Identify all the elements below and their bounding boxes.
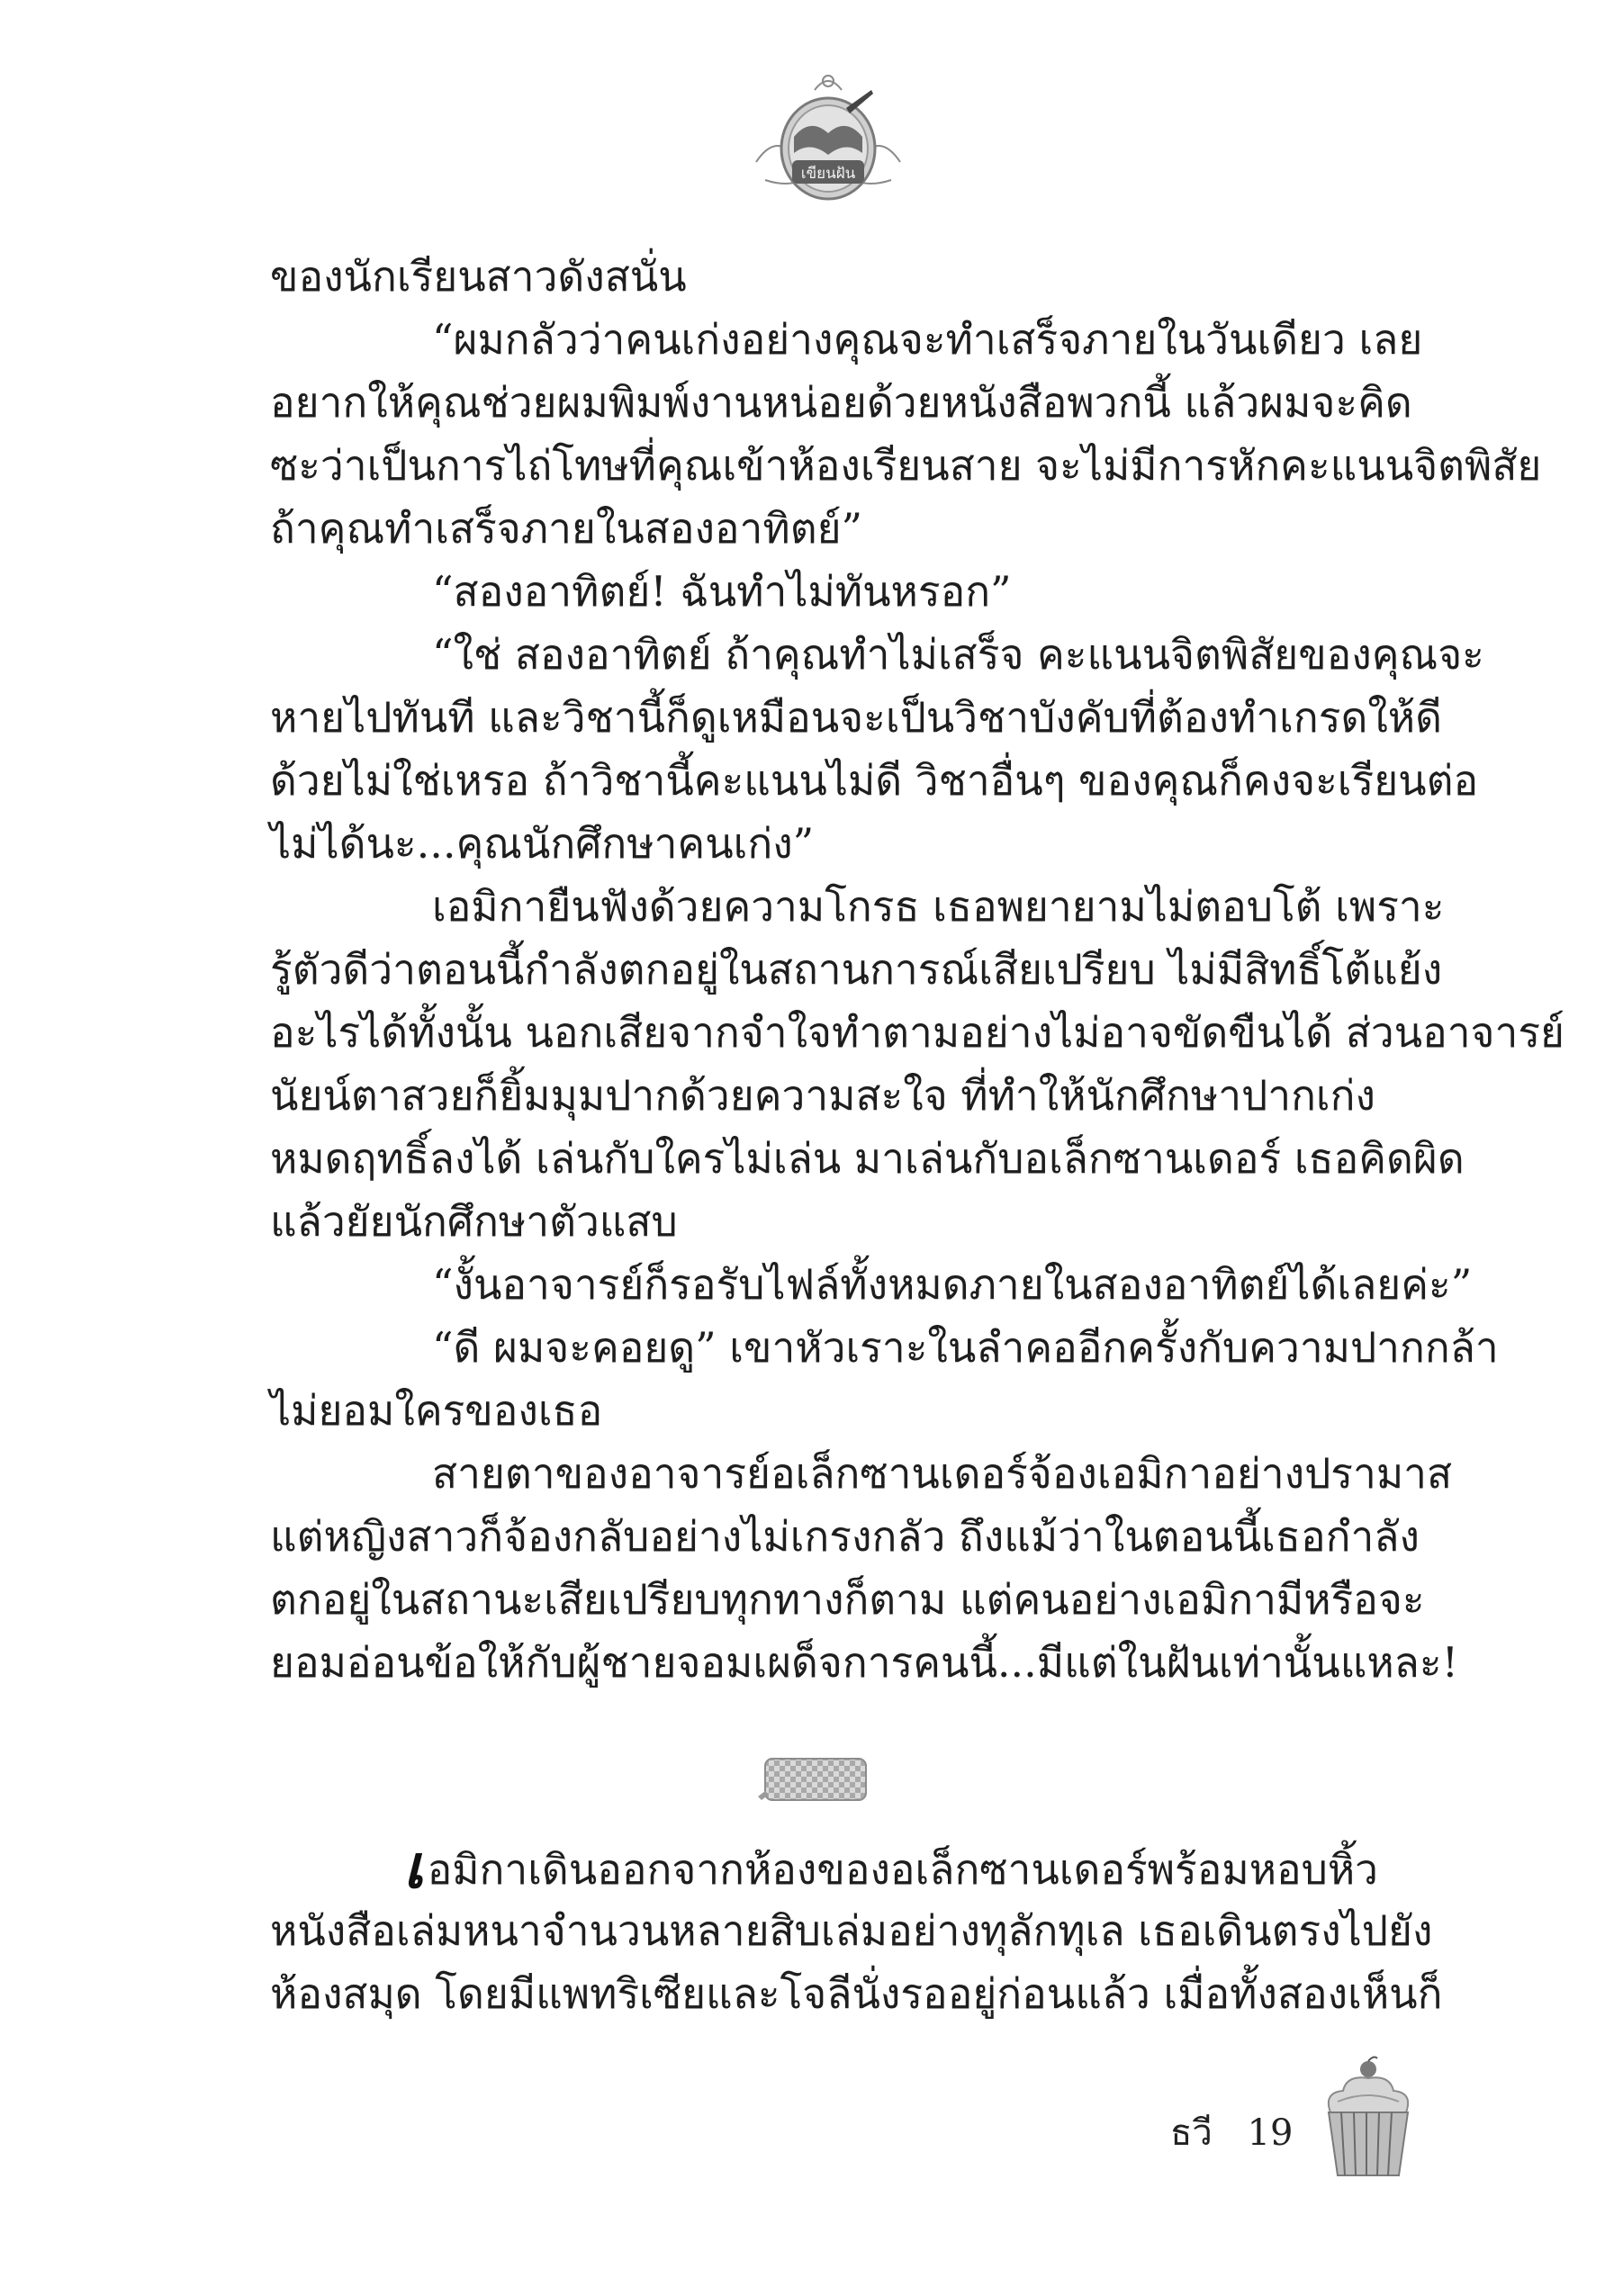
text-line: ไม่ได้นะ...คุณนักศึกษาคนเก่ง”	[270, 819, 815, 868]
body-text	[270, 245, 1564, 1694]
text-line: อยากให้คุณช่วยผมพิมพ์งานหน่อยด้วยหนังสือพวกนี้ แล้วผมจะคิด	[270, 378, 1412, 427]
body-text-section-2	[270, 1832, 1443, 2025]
text-line: “ใช่ สองอาทิตย์ ถ้าคุณทำไม่เสร็จ คะแนนจิตพิสัยของคุณจะ	[432, 630, 1484, 679]
page-number: 19	[1247, 2112, 1294, 2154]
text-line: ยอมอ่อนข้อให้กับผู้ชายจอมเผด็จการคนนี้...มีแต่ในฝันเท่านั้นแหละ!	[270, 1638, 1459, 1687]
drop-cap: เ	[403, 1832, 424, 1902]
text-line: แล้วยัยนักศึกษาตัวแสบ	[270, 1197, 678, 1246]
text-line: หมดฤทธิ์ลงได้ เล่นกับใครไม่เล่น มาเล่นกับอเล็กซานเดอร์ เธอคิดผิด	[270, 1134, 1465, 1183]
text-line: “ดี ผมจะคอยดู” เขาหัวเราะในลำคออีกครั้งกับความปากกล้า	[432, 1323, 1499, 1372]
text-line: สายตาของอาจารย์อเล็กซานเดอร์จ้องเอมิกาอย่างปรามาส	[432, 1449, 1453, 1498]
text-line: ซะว่าเป็นการไถ่โทษที่คุณเข้าห้องเรียนสาย จะไม่มีการหักคะแนนจิตพิสัย	[270, 441, 1542, 490]
page-footer	[1170, 2106, 1294, 2160]
logo-text: เขียนฝัน	[800, 165, 856, 183]
text-line: เอมิกายืนฟังด้วยความโกรธ เธอพยายามไม่ตอบโต้ เพราะ	[432, 882, 1445, 931]
text-line: ไม่ยอมใครของเธอ	[270, 1386, 603, 1435]
footer-title: ธวี	[1170, 2112, 1213, 2154]
text-line: “ผมกลัวว่าคนเก่งอย่างคุณจะทำเสร็จภายในวันเดียว เลย	[432, 315, 1423, 364]
text-line: หายไปทันที และวิชานี้ก็ดูเหมือนจะเป็นวิชาบังคับที่ต้องทำเกรดให้ดี	[270, 693, 1442, 742]
text-line: แต่หญิงสาวก็จ้องกลับอย่างไม่เกรงกลัว ถึงแม้ว่าในตอนนี้เธอกำลัง	[270, 1512, 1420, 1561]
text-line-rest: อมิกาเดินออกจากห้องของอเล็กซานเดอร์พร้อมหอบหิ้ว	[427, 1845, 1379, 1894]
text-line: ของนักเรียนสาวดังสนั่น	[270, 252, 687, 301]
checkered-wallet-icon	[758, 1755, 870, 1805]
text-line: ด้วยไม่ใช่เหรอ ถ้าวิชานี้คะแนนไม่ดี วิชาอื่นๆ ของคุณก็คงจะเรียนต่อ	[270, 756, 1479, 805]
text-line: อะไรได้ทั้งนั้น นอกเสียจากจำใจทำตามอย่างไม่อาจขัดขืนได้ ส่วนอาจารย์	[270, 1008, 1564, 1057]
text-line-first	[270, 1832, 1386, 1902]
cupcake-icon	[1314, 2057, 1422, 2183]
text-line: ถ้าคุณทำเสร็จภายในสองอาทิตย์”	[270, 504, 863, 553]
text-line: ห้องสมุด โดยมีแพทริเซียและโจลีนั่งรออยู่ก่อนแล้ว เมื่อทั้งสองเห็นก็	[270, 1969, 1443, 2018]
text-line: นัยน์ตาสวยก็ยิ้มมุมปากด้วยความสะใจ ที่ทำให้นักศึกษาปากเก่ง	[270, 1071, 1375, 1120]
text-line: หนังสือเล่มหนาจำนวนหลายสิบเล่มอย่างทุลักทุเล เธอเดินตรงไปยัง	[270, 1906, 1433, 1955]
text-line: รู้ตัวดีว่าตอนนี้กำลังตกอยู่ในสถานการณ์เสียเปรียบ ไม่มีสิทธิ์โต้แย้ง	[270, 945, 1443, 994]
text-line: “งั้นอาจารย์ก็รอรับไฟล์ทั้งหมดภายในสองอาทิตย์ได้เลยค่ะ”	[432, 1260, 1473, 1309]
book-quill-emblem-icon	[738, 54, 918, 234]
text-line: ตกอยู่ในสถานะเสียเปรียบทุกทางก็ตาม แต่คนอย่างเอมิกามีหรือจะ	[270, 1575, 1425, 1624]
text-line: “สองอาทิตย์! ฉันทำไม่ทันหรอก”	[432, 567, 1012, 616]
